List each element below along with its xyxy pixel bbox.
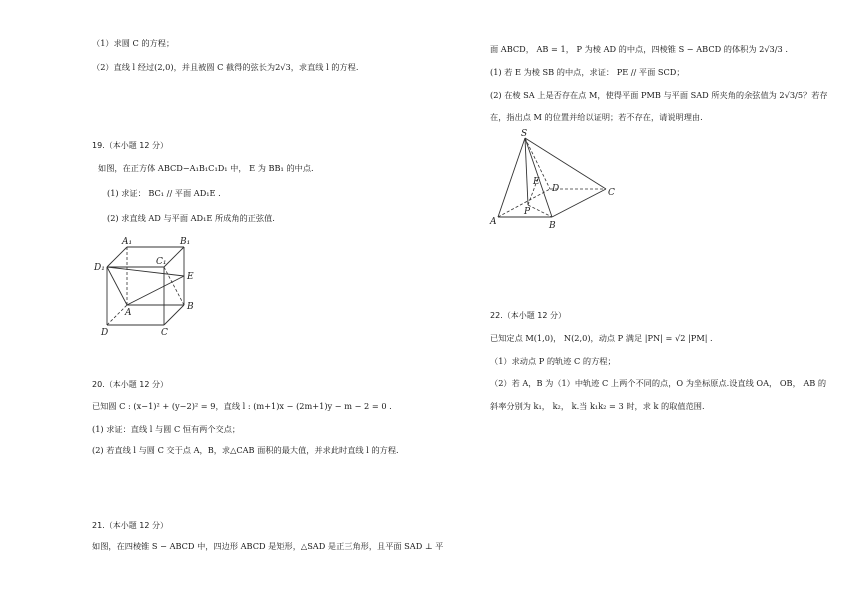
- q19-part2: (2) 求直线 AD 与平面 AD₁E 所成角的正弦值.: [107, 213, 275, 223]
- cube-label-b1: B₁: [180, 237, 191, 247]
- pyramid-label-d: D: [552, 184, 560, 194]
- q20-heading: 20.（本小题 12 分）: [92, 380, 168, 389]
- cube-figure: [90, 234, 210, 340]
- q21-part2-line2: 在，指出点 M 的位置并给以证明；若不存在，请说明理由.: [490, 112, 703, 122]
- cube-label-d1: D₁: [94, 263, 105, 273]
- q22-intro: 已知定点 M(1,0)， N(2,0)，动点 P 满足 |PN| = √2 |PM| .: [490, 333, 713, 343]
- q18-part2: （2）直线 l 经过(2,0)，并且被圆 C 截得的弦长为2√3，求直线 l 的方程.: [92, 62, 359, 72]
- q20-part1: (1) 求证：直线 l 与圆 C 恒有两个交点；: [92, 424, 241, 434]
- pyramid-label-b: B: [549, 221, 556, 231]
- pyramid-label-c: C: [608, 188, 615, 198]
- pyramid-figure: [488, 126, 648, 232]
- pyramid-label-a: A: [490, 217, 497, 227]
- cube-label-a1: A₁: [122, 237, 133, 247]
- q22-part2-line2: 斜率分别为 k₁， k₂， k.当 k₁k₂ = 3 时，求 k 的取值范围.: [490, 401, 705, 411]
- pyramid-label-p: P: [524, 207, 531, 217]
- cube-label-e: E: [187, 272, 194, 282]
- cube-label-c1: C₁: [156, 257, 167, 267]
- cube-label-d: D: [101, 328, 109, 338]
- q21-continued: 面 ABCD， AB = 1， P 为棱 AD 的中点，四棱锥 S − ABCD 的体积为 2√3/3 .: [490, 44, 788, 54]
- q21-part2-line1: (2) 在棱 SA 上是否存在点 M，使得平面 PMB 与平面 SAD 所夹角的余弦值为 2√3/5？若存: [490, 90, 828, 100]
- q21-intro: 如图，在四棱锥 S − ABCD 中，四边形 ABCD 是矩形，△SAD 是正三角形，且平面 SAD ⊥ 平: [92, 541, 444, 551]
- cube-label-c: C: [161, 328, 168, 338]
- q20-part2: (2) 若直线 l 与圆 C 交于点 A，B，求△CAB 面积的最大值，并求此时直线 l 的方程.: [92, 445, 399, 455]
- q19-part1: (1) 求证： BC₁ // 平面 AD₁E .: [107, 188, 221, 198]
- q21-part1: (1) 若 E 为棱 SB 的中点，求证： PE // 平面 SCD；: [490, 67, 685, 77]
- cube-label-a: A: [125, 308, 132, 318]
- q21-heading: 21.（本小题 12 分）: [92, 521, 168, 530]
- q18-part1: （1）求圆 C 的方程；: [92, 38, 175, 48]
- q22-heading: 22.（本小题 12 分）: [490, 311, 566, 320]
- q22-part1: （1）求动点 P 的轨迹 C 的方程；: [490, 356, 616, 366]
- cube-label-b: B: [187, 302, 194, 312]
- q19-intro: 如图，在正方体 ABCD−A₁B₁C₁D₁ 中， E 为 BB₁ 的中点.: [98, 163, 314, 173]
- q20-intro: 已知圆 C : (x−1)² + (y−2)² = 9，直线 l : (m+1)x − (2m+1)y − m − 2 = 0 .: [92, 401, 392, 411]
- pyramid-label-s: S: [521, 129, 528, 139]
- q19-heading: 19.（本小题 12 分）: [92, 141, 168, 150]
- q22-part2-line1: （2）若 A，B 为（1）中轨迹 C 上两个不同的点，O 为坐标原点.设直线 OA， OB， AB 的: [490, 378, 827, 388]
- pyramid-label-e: E: [533, 177, 540, 187]
